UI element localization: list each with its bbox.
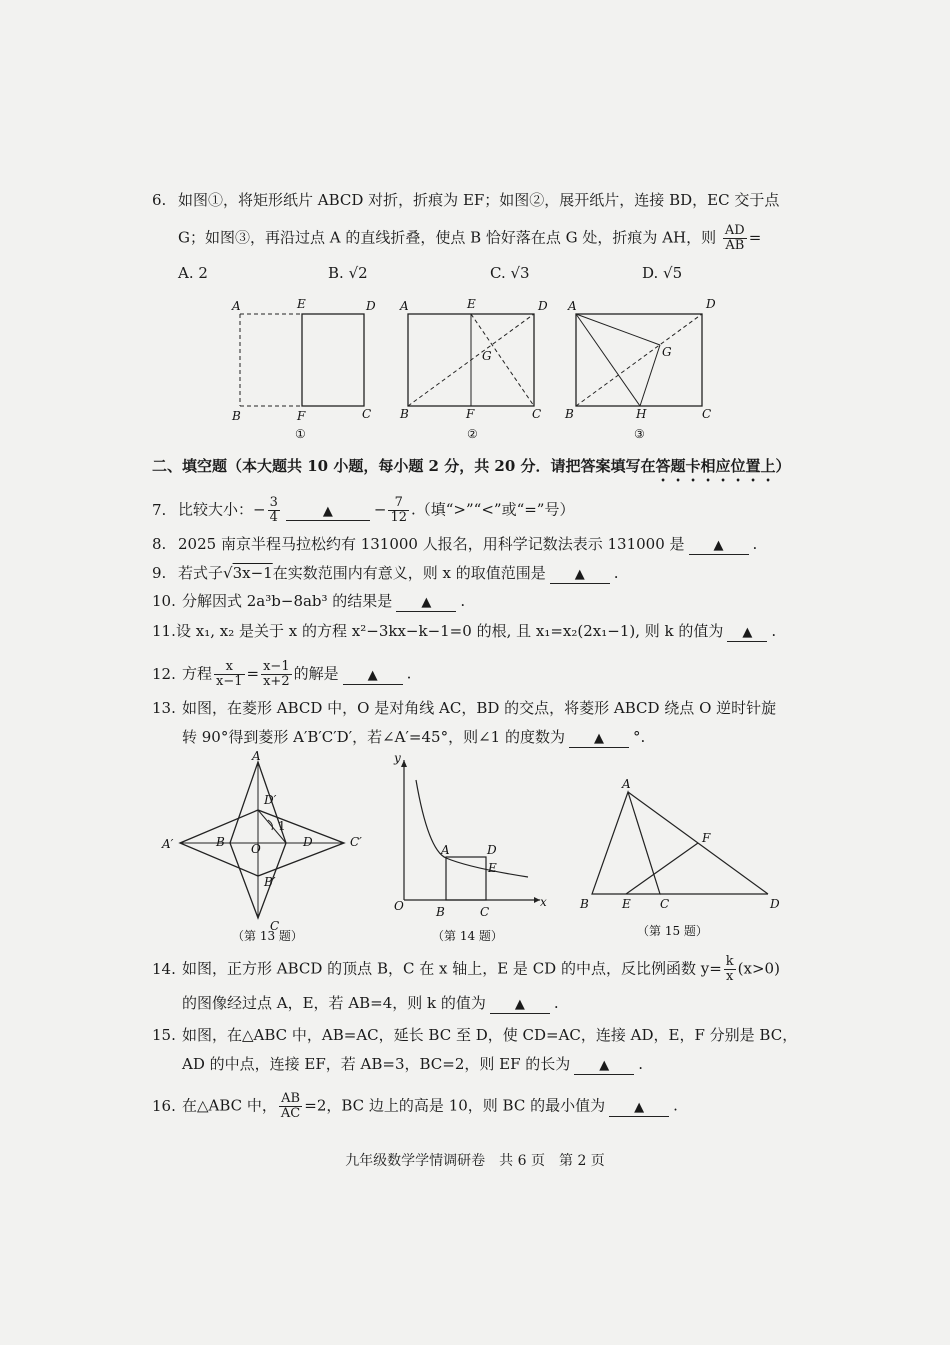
question-14-line1 (152, 955, 780, 984)
fraction (268, 496, 280, 525)
option-label: D. (642, 264, 659, 282)
page-footer: 九年级数学学情调研卷 共 6 页 第 2 页 (345, 1153, 605, 1169)
fraction-denominator: x−1 (216, 674, 243, 689)
answer-blank[interactable] (286, 502, 370, 521)
svg-text:A: A (441, 843, 450, 857)
svg-text:E: E (297, 297, 306, 311)
fraction-numerator: AB (279, 1092, 302, 1107)
answer-mark: ▲ (599, 1058, 610, 1073)
question-6-figures (0, 0, 950, 460)
question-number: 15. (152, 1026, 176, 1044)
svg-text:O: O (251, 842, 261, 856)
fraction-numerator: 7 (388, 496, 409, 511)
svg-text:D: D (366, 299, 376, 313)
option-label: B. (328, 264, 344, 282)
option-value: 2 (198, 264, 208, 282)
svg-text:D′: D′ (264, 793, 277, 807)
fraction-numerator: x−1 (263, 659, 290, 674)
answer-mark: ▲ (322, 503, 333, 519)
answer-mark: ▲ (634, 1099, 645, 1115)
svg-text:y: y (394, 751, 401, 765)
svg-text:③: ③ (634, 427, 645, 441)
fig-14 (393, 751, 547, 943)
period: . (406, 664, 412, 683)
svg-text:A: A (400, 299, 409, 313)
svg-text:C: C (362, 407, 372, 421)
figures-13-15 (0, 740, 950, 950)
question-number: 13. (152, 699, 176, 717)
answer-blank[interactable] (574, 1056, 634, 1075)
question-text: 方程 (182, 664, 213, 683)
fraction-denominator: AB (725, 238, 745, 253)
svg-text:C′: C′ (350, 835, 362, 849)
figure-14-caption: （第 14 题） (432, 929, 503, 943)
svg-text:D: D (770, 897, 780, 911)
svg-text:G: G (662, 345, 672, 359)
svg-text:B: B (400, 407, 409, 421)
question-text: 如图，在菱形 ABCD 中，O 是对角线 AC，BD 的交点，将菱形 ABCD 绕点 O 逆时针旋 (182, 699, 777, 717)
question-12 (152, 660, 411, 689)
question-text: 若式子 (178, 564, 224, 582)
fraction-numerator: 3 (269, 495, 278, 510)
question-text: 的解是 (293, 664, 339, 683)
svg-text:E: E (467, 297, 476, 311)
question-text: G；如图③，再沿过点 A 的直线折叠，使点 B 恰好落在点 G 处，折痕为 AH，则 (178, 228, 717, 247)
svg-text:C: C (532, 407, 542, 421)
answer-blank[interactable] (550, 565, 610, 584)
section-title-end: ） (775, 457, 791, 475)
answer-mark: ▲ (713, 538, 724, 553)
svg-text:C: C (702, 407, 712, 421)
question-number: 12. (152, 664, 176, 683)
fraction-denominator: 12 (390, 510, 407, 525)
radicand: 3x−1 (232, 564, 273, 582)
svg-text:D: D (706, 297, 716, 311)
question-text: 2025 南京半程马拉松约有 131000 人报名，用科学记数法表示 131000 是 (178, 535, 685, 553)
question-9: 9. 若式子√3x−1在实数范围内有意义，则 x 的取值范围是 ▲ . (152, 564, 619, 582)
question-number: 9. (152, 564, 167, 582)
svg-text:A′: A′ (162, 837, 174, 851)
answer-blank[interactable] (727, 623, 767, 642)
svg-text:F: F (702, 831, 711, 845)
fraction-numerator: AD (724, 223, 745, 238)
fraction-denominator: 4 (269, 510, 278, 525)
question-13-line1 (152, 698, 776, 718)
period: . (460, 592, 466, 610)
svg-text:D: D (303, 835, 313, 849)
option-label: A. (178, 264, 194, 282)
fig-15 (579, 777, 780, 938)
svg-text:H: H (636, 407, 647, 421)
fraction (724, 955, 736, 984)
period: . (553, 994, 559, 1012)
answer-mark: ▲ (593, 731, 604, 746)
question-15-line2 (182, 1054, 643, 1075)
svg-text:C: C (270, 919, 280, 933)
question-14-line2 (182, 993, 559, 1014)
svg-text:A: A (622, 777, 631, 791)
period: . (638, 1055, 644, 1073)
fraction (214, 660, 245, 689)
option-value: √5 (663, 264, 683, 282)
svg-text:②: ② (467, 427, 478, 441)
svg-text:1: 1 (278, 819, 286, 833)
svg-text:B: B (580, 897, 589, 911)
svg-text:B: B (436, 905, 445, 919)
answer-blank[interactable] (490, 995, 550, 1014)
fraction-denominator: x (726, 969, 734, 984)
question-10 (152, 591, 465, 612)
svg-text:C: C (480, 905, 490, 919)
question-15-line1 (152, 1025, 797, 1045)
period: . (673, 1096, 678, 1115)
fig6-1 (231, 297, 376, 423)
fig6-3 (564, 297, 716, 421)
question-11 (152, 621, 776, 642)
question-text: 设 x₁, x₂ 是关于 x 的方程 x²−3kx−k−1=0 的根, 且 x₁=x₂(2x₁−1), 则 k 的值为 (176, 622, 724, 640)
question-text: 在实数范围内有意义，则 x 的取值范围是 (272, 564, 546, 582)
svg-text:x: x (540, 895, 547, 909)
minus-sign: − (373, 500, 387, 519)
svg-text:A: A (568, 299, 577, 313)
svg-text:D: D (538, 299, 548, 313)
answer-blank[interactable] (396, 593, 456, 612)
question-text: =2，BC 边上的高是 10，则 BC 的最小值为 (304, 1096, 606, 1115)
svg-text:G: G (482, 349, 492, 363)
question-text: 如图，在△ABC 中，AB=AC，延长 BC 至 D，使 CD=AC，连接 AD，E，F 分别是 BC， (182, 1026, 798, 1044)
question-7 (152, 496, 574, 525)
section-2-title (152, 456, 791, 485)
question-text: 转 90°得到菱形 A′B′C′D′，若∠A′=45°，则∠1 的度数为 (182, 728, 565, 746)
figure-15-caption: （第 15 题） (637, 924, 708, 938)
svg-text:A: A (252, 749, 261, 763)
fraction-numerator: x (214, 660, 245, 675)
period: . (771, 622, 777, 640)
svg-text:D: D (487, 843, 497, 857)
svg-text:B: B (232, 409, 241, 423)
fraction (388, 496, 409, 525)
question-8 (152, 534, 757, 555)
answer-mark: ▲ (421, 595, 432, 610)
svg-text:F: F (466, 407, 475, 421)
equals-sign: = (748, 228, 762, 247)
answer-mark: ▲ (514, 997, 525, 1012)
question-number: 11. (152, 622, 176, 640)
option-value: √3 (510, 264, 530, 282)
question-number: 7. (152, 500, 167, 519)
question-text: 的图像经过点 A，E，若 AB=4，则 k 的值为 (182, 994, 486, 1012)
answer-mark: ▲ (574, 567, 585, 582)
fig-13 (161, 749, 362, 943)
question-text: AD 的中点，连接 EF，若 AB=3，BC=2，则 EF 的长为 (182, 1055, 571, 1073)
answer-mark: ▲ (367, 667, 378, 683)
answer-blank[interactable] (609, 1098, 669, 1117)
svg-text:F: F (297, 409, 306, 423)
option-value: √2 (348, 264, 368, 282)
section-title-emphasis: 答题卡相应位置上 (655, 457, 776, 475)
svg-text:E: E (622, 897, 631, 911)
option-label: C. (490, 264, 506, 282)
question-text: 如图①，将矩形纸片 ABCD 对折，折痕为 EF；如图②，展开纸片，连接 BD，EC 交于点 (178, 191, 780, 209)
svg-text:A: A (232, 299, 241, 313)
question-number: 14. (152, 959, 176, 978)
fraction-numerator: k (725, 954, 734, 969)
period: . (752, 535, 758, 553)
question-text: 分解因式 2a³b−8ab³ 的结果是 (182, 592, 393, 610)
fraction (279, 1092, 302, 1121)
degree-end: °. (632, 728, 646, 746)
svg-text:①: ① (295, 427, 306, 441)
answer-mark: ▲ (742, 625, 753, 640)
domain-condition: (x>0) (737, 959, 780, 978)
question-number: 8. (152, 535, 167, 553)
question-number: 6. (152, 191, 167, 209)
svg-text:B′: B′ (264, 875, 276, 889)
question-text: 如图，正方形 ABCD 的顶点 B，C 在 x 轴上，E 是 CD 的中点，反比例函数 y= (182, 959, 722, 978)
fraction (261, 660, 292, 689)
answer-blank[interactable] (343, 666, 403, 685)
question-16 (152, 1092, 678, 1121)
fraction-denominator: AC (280, 1106, 301, 1121)
svg-text:O: O (394, 899, 404, 913)
section-title: 二、填空题（本大题共 10 小题，每小题 2 分，共 20 分．请把答案填写在 (152, 457, 656, 475)
fig6-2 (399, 297, 548, 421)
svg-text:B: B (216, 835, 225, 849)
answer-blank[interactable] (689, 536, 749, 555)
question-text: 比较大小：− (178, 500, 266, 519)
svg-text:C: C (660, 897, 670, 911)
equals-sign: = (246, 664, 260, 683)
question-number: 16. (152, 1096, 176, 1115)
svg-text:B: B (565, 407, 574, 421)
question-number: 10. (152, 592, 176, 610)
svg-text:E: E (488, 861, 497, 875)
question-text: 在△ABC 中， (182, 1096, 277, 1115)
fraction-denominator: x+2 (263, 674, 290, 689)
period: . (613, 564, 619, 582)
figure-13-caption: （第 13 题） (232, 929, 303, 943)
question-text: .（填“>”“<”或“=”号） (410, 500, 575, 519)
